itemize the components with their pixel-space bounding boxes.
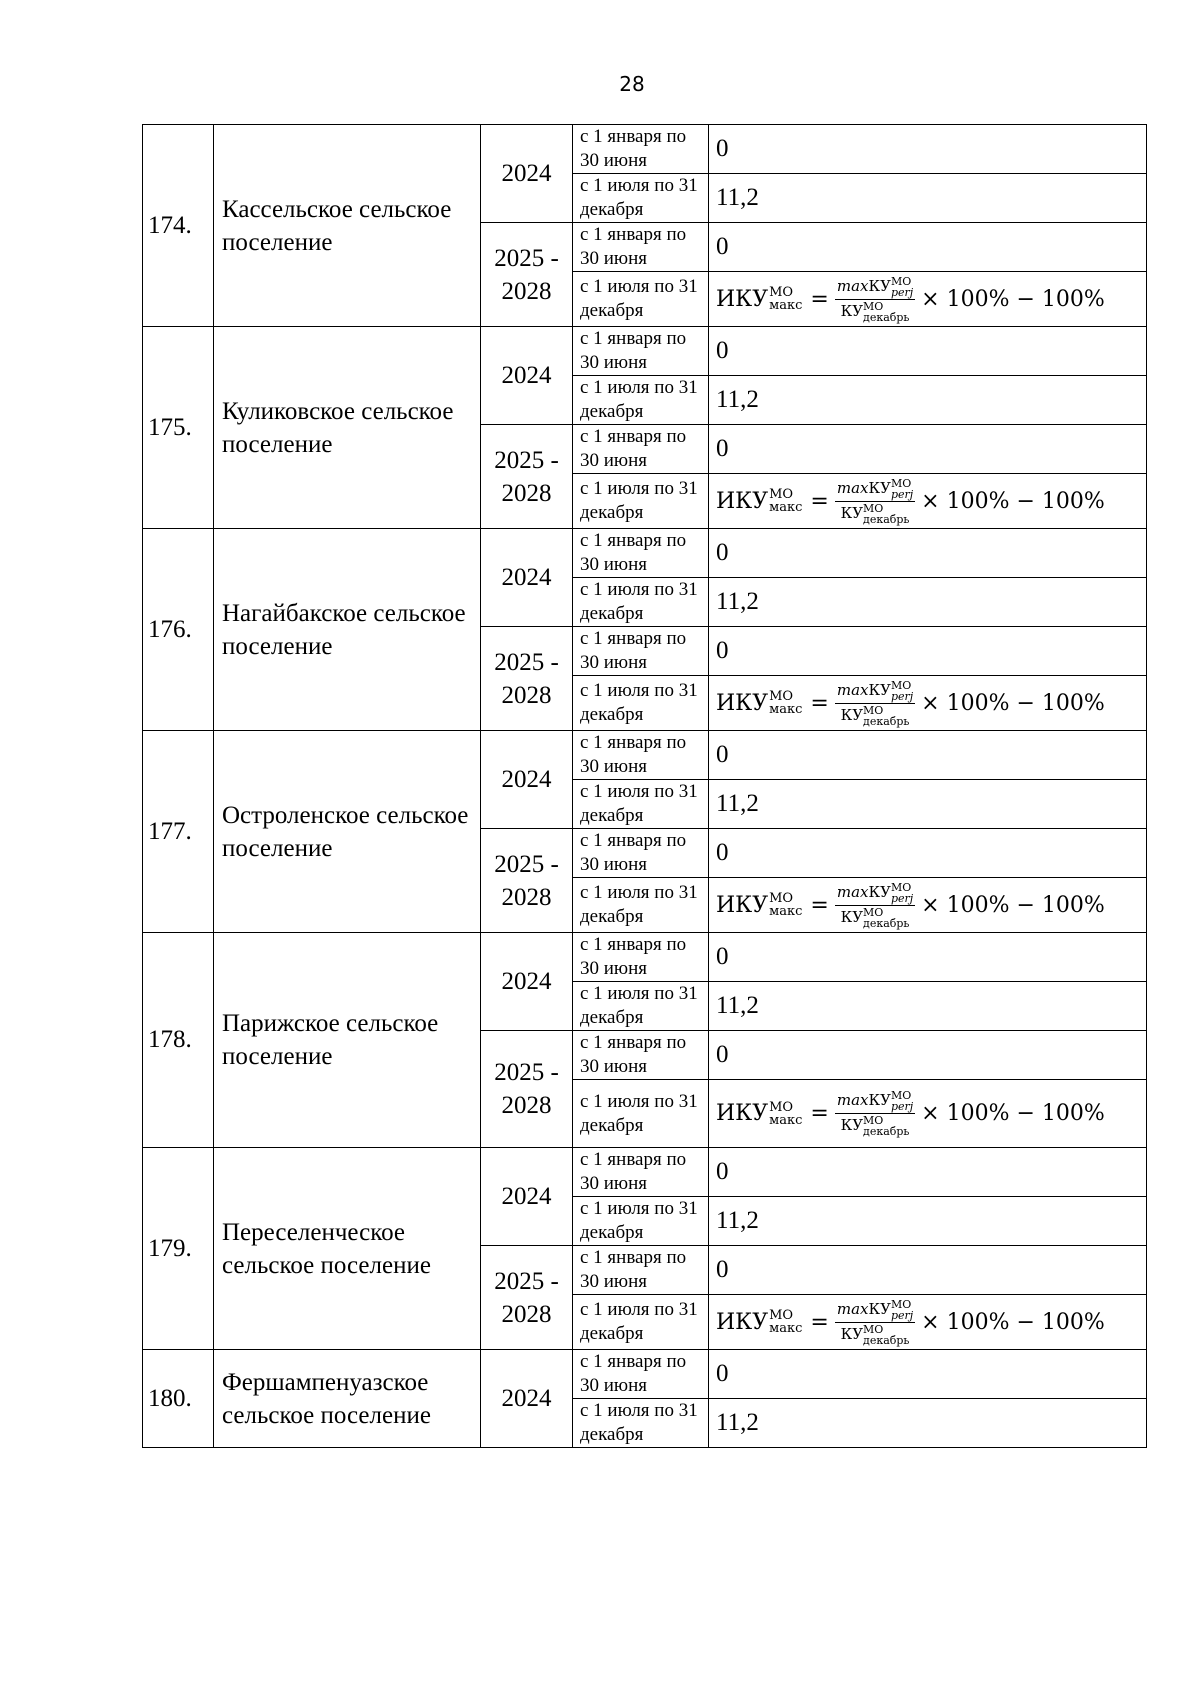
- value-cell: 0: [709, 425, 1147, 474]
- formula-den-indices: [863, 503, 909, 525]
- period-cell: с 1 января по 30 июня: [573, 1148, 709, 1197]
- formula-num-sub: perj: [890, 285, 914, 299]
- formula-sup: МО: [769, 689, 794, 704]
- settlement-name: Переселенческое сельское поселение: [214, 1148, 481, 1350]
- period-cell: с 1 июля по 31 декабря: [573, 1080, 709, 1148]
- row-number: 179.: [143, 1148, 214, 1350]
- formula-den-sup: МО: [863, 1114, 884, 1127]
- period-cell: с 1 июля по 31 декабря: [573, 1399, 709, 1448]
- formula-num-base: КУ: [868, 882, 891, 901]
- period-cell: с 1 января по 30 июня: [573, 425, 709, 474]
- formula-sup: МО: [769, 285, 794, 300]
- value-cell: 0: [709, 1148, 1147, 1197]
- formula-sup: МО: [769, 891, 794, 906]
- formula-num-indices: [891, 276, 913, 298]
- period-cell: с 1 января по 30 июня: [573, 731, 709, 780]
- formula-den-sup: МО: [863, 1322, 884, 1336]
- formula-den-base: КУ: [840, 503, 864, 522]
- row-number: 174.: [143, 125, 214, 327]
- formula-tail: × 100% − 100%: [921, 1309, 1105, 1335]
- formula-den-base: КУ: [840, 907, 864, 926]
- row-number: 176.: [143, 529, 214, 731]
- period-cell: с 1 января по 30 июня: [573, 125, 709, 174]
- formula-num-base: КУ: [868, 1091, 891, 1109]
- formula-num-base: КУ: [868, 680, 891, 699]
- settlement-name: Кассельское сельское поселение: [214, 125, 481, 327]
- value-cell: [709, 474, 1147, 529]
- formula-den-sup: МО: [863, 299, 884, 313]
- formula-tail: × 100% − 100%: [921, 488, 1105, 514]
- formula-num-sup: МО: [890, 1089, 912, 1102]
- formula-tail: × 100% − 100%: [921, 690, 1105, 716]
- period-cell: с 1 января по 30 июня: [573, 933, 709, 982]
- index-formula: [716, 276, 1105, 323]
- formula-sub: макс: [769, 904, 803, 919]
- value-cell: 0: [709, 1350, 1147, 1399]
- formula-num-indices: [891, 882, 913, 904]
- formula-den-sup: МО: [863, 905, 884, 919]
- formula-num-base: КУ: [868, 1299, 891, 1318]
- formula-tail: × 100% − 100%: [921, 892, 1105, 918]
- year-cell: 2024: [481, 933, 573, 1031]
- row-number: 175.: [143, 327, 214, 529]
- value-cell: 11,2: [709, 174, 1147, 223]
- formula-indices: [769, 690, 802, 716]
- index-formula: [716, 1299, 1105, 1346]
- value-cell: 11,2: [709, 1399, 1147, 1448]
- formula-den-base: КУ: [840, 1324, 864, 1343]
- formula-eq: =: [810, 690, 829, 716]
- year-cell: 2024: [481, 327, 573, 425]
- formula-main: ИКУ: [716, 690, 769, 716]
- formula-denominator: [839, 502, 912, 525]
- value-cell: 11,2: [709, 780, 1147, 829]
- index-formula: [716, 1090, 1105, 1137]
- formula-den-sup: МО: [863, 501, 884, 515]
- formula-num-sup: МО: [890, 1297, 912, 1311]
- value-cell: 0: [709, 731, 1147, 780]
- formula-sub: макс: [769, 702, 803, 717]
- value-cell: 11,2: [709, 1197, 1147, 1246]
- formula-den-sub: декабрь: [863, 1125, 910, 1138]
- formula-sup: МО: [769, 487, 794, 502]
- formula-sub: макс: [769, 298, 803, 313]
- formula-num-sup: МО: [890, 274, 912, 288]
- formula-den-base: КУ: [840, 705, 864, 724]
- index-formula: [716, 882, 1105, 929]
- period-cell: с 1 июля по 31 декабря: [573, 1197, 709, 1246]
- formula-denominator: [839, 704, 912, 727]
- period-cell: с 1 июля по 31 декабря: [573, 780, 709, 829]
- year-cell: 2024: [481, 529, 573, 627]
- formula-den-base: КУ: [840, 1116, 864, 1134]
- formula-fraction: [835, 1090, 915, 1137]
- period-cell: с 1 января по 30 июня: [573, 529, 709, 578]
- year-cell: 2024: [481, 1148, 573, 1246]
- table-row: [143, 125, 1147, 174]
- value-cell: [709, 1080, 1147, 1148]
- year-cell: 2025 - 2028: [481, 829, 573, 933]
- year-cell: 2024: [481, 731, 573, 829]
- formula-num-sub: perj: [890, 487, 914, 501]
- settlement-name: Куликовское сельское поселение: [214, 327, 481, 529]
- formula-numerator: [835, 680, 915, 704]
- formula-den-indices: [863, 907, 909, 929]
- value-cell: 0: [709, 1031, 1147, 1080]
- formula-num-indices: [891, 680, 913, 702]
- formula-indices: [769, 286, 802, 312]
- formula-denominator: [839, 906, 912, 929]
- formula-num-base: КУ: [868, 478, 891, 497]
- formula-den-sub: декабрь: [863, 714, 910, 728]
- formula-sup: МО: [769, 1308, 794, 1323]
- index-formula: [716, 478, 1105, 525]
- formula-denominator: [839, 1323, 912, 1346]
- formula-indices: [769, 1101, 802, 1127]
- table-row: [143, 731, 1147, 780]
- value-cell: 0: [709, 829, 1147, 878]
- formula-eq: =: [810, 286, 829, 312]
- formula-fraction: [835, 478, 915, 525]
- formula-max: max: [836, 882, 869, 901]
- value-cell: [709, 272, 1147, 327]
- formula-num-base: КУ: [868, 276, 891, 295]
- formula-main: ИКУ: [716, 286, 769, 312]
- value-cell: 0: [709, 125, 1147, 174]
- value-cell: 11,2: [709, 376, 1147, 425]
- formula-denominator: [839, 300, 912, 323]
- value-cell: 0: [709, 529, 1147, 578]
- formula-sup: МО: [769, 1099, 794, 1115]
- formula-tail: × 100% − 100%: [921, 286, 1105, 312]
- formula-main: ИКУ: [716, 1101, 769, 1126]
- formula-den-sub: декабрь: [863, 1333, 910, 1347]
- tariff-index-table: [142, 124, 1147, 1448]
- year-cell: 2025 - 2028: [481, 1246, 573, 1350]
- formula-eq: =: [810, 1101, 829, 1126]
- formula-den-sub: декабрь: [863, 916, 910, 930]
- period-cell: с 1 июля по 31 декабря: [573, 982, 709, 1031]
- table-row: [143, 1148, 1147, 1197]
- formula-main: ИКУ: [716, 892, 769, 918]
- formula-numerator: [835, 478, 915, 502]
- formula-max: max: [836, 276, 869, 295]
- value-cell: [709, 676, 1147, 731]
- table-row: [143, 529, 1147, 578]
- formula-den-indices: [863, 1115, 909, 1137]
- year-cell: 2024: [481, 125, 573, 223]
- period-cell: с 1 июля по 31 декабря: [573, 1295, 709, 1350]
- year-cell: 2025 - 2028: [481, 223, 573, 327]
- value-cell: 0: [709, 1246, 1147, 1295]
- formula-fraction: [835, 276, 915, 323]
- period-cell: с 1 января по 30 июня: [573, 1246, 709, 1295]
- index-formula: [716, 680, 1105, 727]
- value-cell: 0: [709, 627, 1147, 676]
- row-number: 178.: [143, 933, 214, 1148]
- period-cell: с 1 июля по 31 декабря: [573, 272, 709, 327]
- formula-num-sup: МО: [890, 678, 912, 692]
- formula-num-sub: perj: [890, 1308, 914, 1322]
- settlement-name: Нагайбакское сельское поселение: [214, 529, 481, 731]
- formula-num-indices: [891, 1090, 913, 1112]
- period-cell: с 1 июля по 31 декабря: [573, 474, 709, 529]
- formula-num-sub: perj: [890, 1100, 914, 1113]
- formula-sub: макс: [769, 500, 803, 515]
- formula-den-indices: [863, 705, 909, 727]
- formula-max: max: [836, 680, 869, 699]
- formula-den-indices: [863, 301, 909, 323]
- formula-eq: =: [810, 892, 829, 918]
- formula-indices: [769, 1309, 802, 1335]
- formula-max: max: [836, 1091, 869, 1109]
- value-cell: 0: [709, 223, 1147, 272]
- formula-fraction: [835, 680, 915, 727]
- formula-num-indices: [891, 1299, 913, 1321]
- formula-tail: × 100% − 100%: [921, 1101, 1105, 1126]
- formula-sub: макс: [769, 1112, 803, 1128]
- year-cell: 2025 - 2028: [481, 1031, 573, 1148]
- year-cell: 2025 - 2028: [481, 627, 573, 731]
- period-cell: с 1 июля по 31 декабря: [573, 376, 709, 425]
- formula-numerator: [835, 1090, 915, 1114]
- formula-den-indices: [863, 1324, 909, 1346]
- formula-denominator: [839, 1114, 912, 1137]
- period-cell: с 1 января по 30 июня: [573, 1350, 709, 1399]
- formula-den-sup: МО: [863, 703, 884, 717]
- settlement-name: Остроленское сельское поселение: [214, 731, 481, 933]
- formula-numerator: [835, 276, 915, 300]
- page-number: 28: [619, 72, 645, 96]
- formula-sub: макс: [769, 1321, 803, 1336]
- formula-num-sub: perj: [890, 891, 914, 905]
- formula-numerator: [835, 1299, 915, 1323]
- period-cell: с 1 июля по 31 декабря: [573, 174, 709, 223]
- formula-den-sub: декабрь: [863, 512, 910, 526]
- period-cell: с 1 января по 30 июня: [573, 223, 709, 272]
- value-cell: 11,2: [709, 982, 1147, 1031]
- value-cell: 11,2: [709, 578, 1147, 627]
- row-number: 180.: [143, 1350, 214, 1448]
- period-cell: с 1 июля по 31 декабря: [573, 578, 709, 627]
- settlement-name: Фершампенуазское сельское поселение: [214, 1350, 481, 1448]
- settlement-name: Парижское сельское поселение: [214, 933, 481, 1148]
- formula-eq: =: [810, 1309, 829, 1335]
- formula-num-sup: МО: [890, 476, 912, 490]
- formula-fraction: [835, 1299, 915, 1346]
- value-cell: [709, 878, 1147, 933]
- formula-num-sup: МО: [890, 880, 912, 894]
- row-number: 177.: [143, 731, 214, 933]
- formula-num-sub: perj: [890, 689, 914, 703]
- table-row: [143, 1350, 1147, 1399]
- table-row: [143, 327, 1147, 376]
- formula-numerator: [835, 882, 915, 906]
- value-cell: [709, 1295, 1147, 1350]
- formula-main: ИКУ: [716, 488, 769, 514]
- formula-den-base: КУ: [840, 301, 864, 320]
- formula-indices: [769, 892, 802, 918]
- formula-fraction: [835, 882, 915, 929]
- formula-num-indices: [891, 478, 913, 500]
- formula-max: max: [836, 478, 869, 497]
- year-cell: 2025 - 2028: [481, 425, 573, 529]
- value-cell: 0: [709, 933, 1147, 982]
- value-cell: 0: [709, 327, 1147, 376]
- formula-den-sub: декабрь: [863, 310, 910, 324]
- formula-indices: [769, 488, 802, 514]
- formula-max: max: [836, 1299, 869, 1318]
- table-row: [143, 933, 1147, 982]
- period-cell: с 1 января по 30 июня: [573, 1031, 709, 1080]
- period-cell: с 1 января по 30 июня: [573, 627, 709, 676]
- year-cell: 2024: [481, 1350, 573, 1448]
- period-cell: с 1 января по 30 июня: [573, 327, 709, 376]
- period-cell: с 1 июля по 31 декабря: [573, 676, 709, 731]
- formula-main: ИКУ: [716, 1309, 769, 1335]
- period-cell: с 1 января по 30 июня: [573, 829, 709, 878]
- formula-eq: =: [810, 488, 829, 514]
- period-cell: с 1 июля по 31 декабря: [573, 878, 709, 933]
